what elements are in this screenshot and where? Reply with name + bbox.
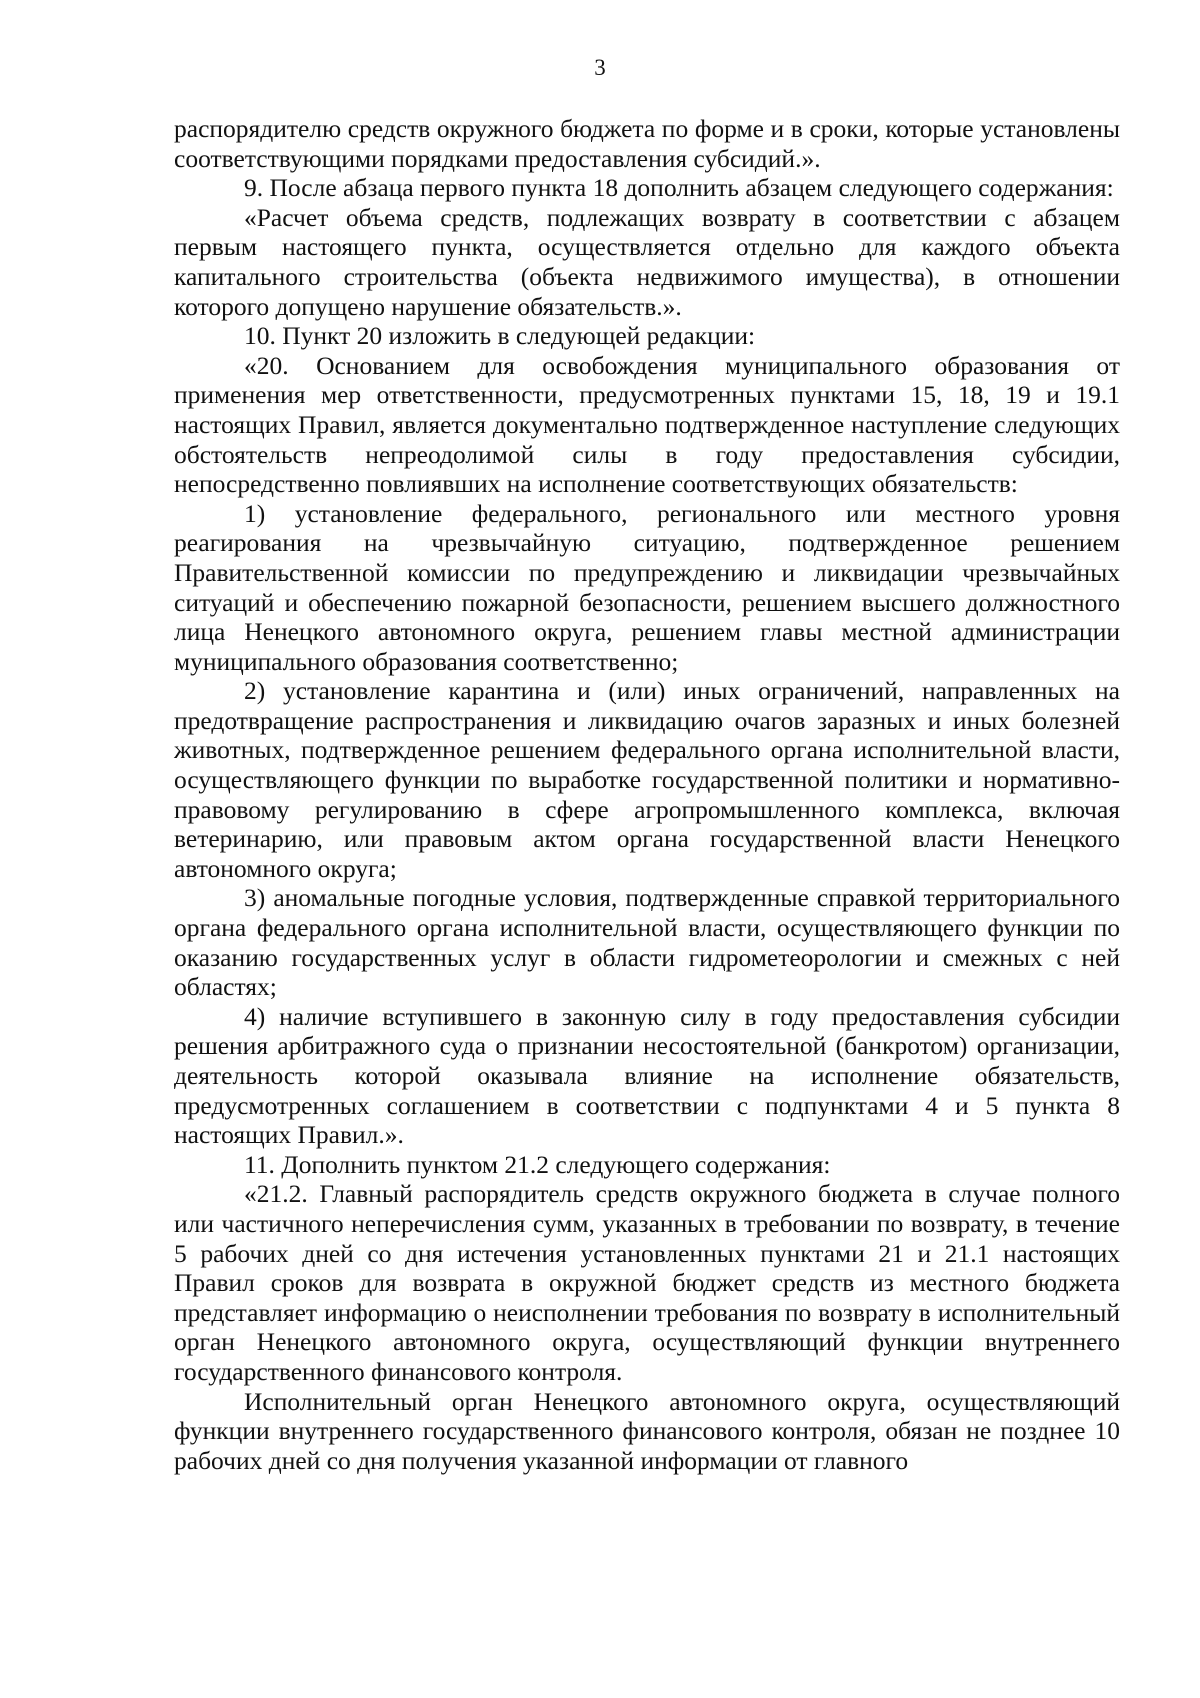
paragraph: 10. Пункт 20 изложить в следующей редакции: xyxy=(244,321,756,351)
paragraph: 2) установление карантина и (или) иных ограничений, направленных на предотвращение распространения и ликвидацию очагов заразных и иных болезней животных, подтвержденное решением федерального органа исполнительной власти, осуществляющего функции по выработке государственной политики и нормативно-правовому регулированию в сфере агропромышленного комплекса, включая ветеринарию, или правовым актом органа государственной власти Ненецкого автономного округа; xyxy=(174,676,1120,883)
paragraph: «20. Основанием для освобождения муниципального образования от применения мер ответственности, предусмотренных пунктами 15, 18, 19 и 19.1 настоящих Правил, является документально подтвержденное наступление следующих обстоятельств непреодолимой силы в году предоставления субсидии, непосредственно повлиявших на исполнение соответствующих обязательств: xyxy=(174,350,1120,499)
paragraph: «21.2. Главный распорядитель средств окружного бюджета в случае полного или частичного неперечисления сумм, указанных в требовании по возврату, в течение 5 рабочих дней со дня истечения установленных пунктами 21 и 21.1 настоящих Правил сроков для возврата в окружной бюджет средств из местного бюджета представляет информацию о неисполнении требования по возврату в исполнительный орган Ненецкого автономного округа, осуществляющий функции внутреннего государственного финансового контроля. xyxy=(174,1179,1120,1386)
paragraph: 4) наличие вступившего в законную силу в году предоставления субсидии решения арбитражного суда о признании несостоятельной (банкротом) организации, деятельность которой оказывала влияние на исполнение обязательств, предусмотренных соглашением в соответствии с подпунктами 4 и 5 пункта 8 настоящих Правил.». xyxy=(174,1001,1120,1150)
paragraph: «Расчет объема средств, подлежащих возврату в соответствии с абзацем первым настоящего пункта, осуществляется отдельно для каждого объекта капитального строительства (объекта недвижимого имущества), в отношении которого допущено нарушение обязательств.». xyxy=(174,202,1120,321)
page-number: 3 xyxy=(594,55,606,80)
paragraph: 3) аномальные погодные условия, подтвержденные справкой территориального органа федерального органа исполнительной власти, осуществляющего функции по оказанию государственных услуг в области гидрометеорологии и смежных с ней областях; xyxy=(174,883,1120,1002)
paragraph: Исполнительный орган Ненецкого автономного округа, осуществляющий функции внутреннего государственного финансового контроля, обязан не позднее 10 рабочих дней со дня получения указанной информации от главного xyxy=(174,1386,1120,1475)
paragraph: 9. После абзаца первого пункта 18 дополнить абзацем следующего содержания: xyxy=(244,173,1114,203)
paragraph: распорядителю средств окружного бюджета по форме и в сроки, которые установлены соответствующими порядками предоставления субсидий.». xyxy=(174,114,1120,173)
paragraph: 1) установление федерального, регионального или местного уровня реагирования на чрезвычайную ситуацию, подтвержденное решением Правительственной комиссии по предупреждению и ликвидации чрезвычайных ситуаций и обеспечению пожарной безопасности, решением высшего должностного лица Ненецкого автономного округа, решением главы местной администрации муниципального образования соответственно; xyxy=(174,498,1120,676)
paragraph: 11. Дополнить пунктом 21.2 следующего содержания: xyxy=(244,1149,831,1179)
document-body xyxy=(174,114,1120,1475)
